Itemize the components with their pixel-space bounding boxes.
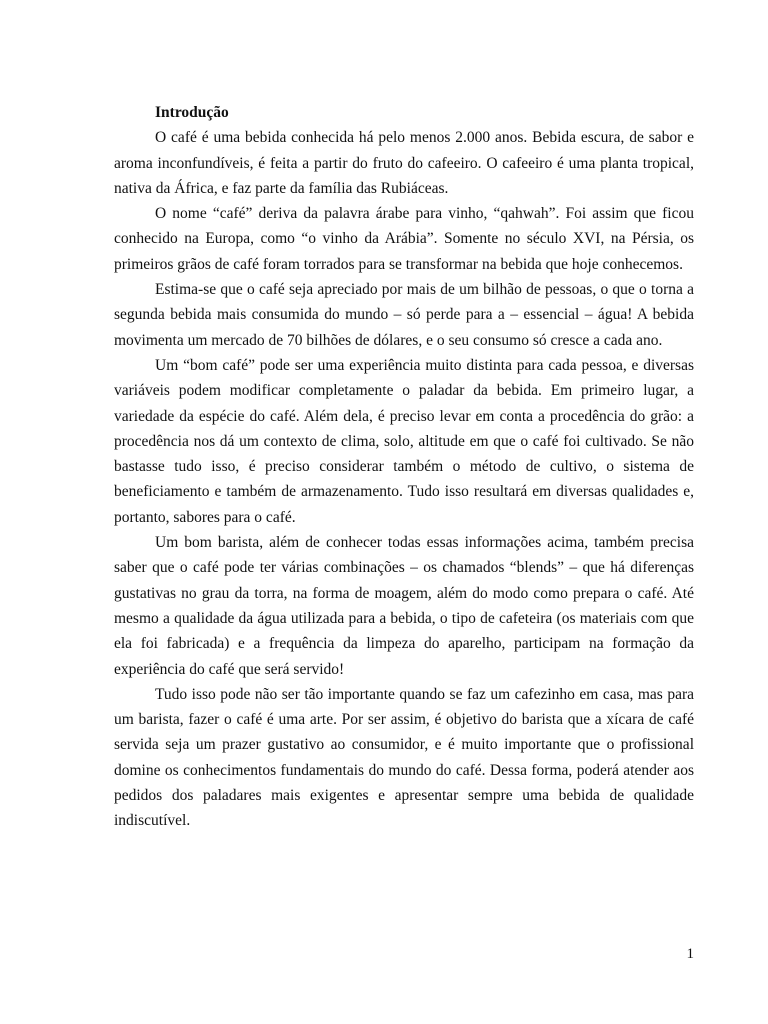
section-heading: Introdução <box>155 104 229 121</box>
paragraph-4: Um “bom café” pode ser uma experiência muito distinta para cada pessoa, e diversas variáveis podem modificar completamente o paladar da bebida. Em primeiro lugar, a variedade da espécie do café. Além dela, é preciso levar em conta a procedência do grão: a procedência nos dá um contexto de clima, solo, altitude em que o café foi cultivado. Se não bastasse tudo isso, é preciso considerar também o método de cultivo, o sistema de beneficiamento e também de armazenamento. Tudo isso resultará em diversas qualidades e, portanto, sabores para o café. <box>114 356 694 526</box>
paragraph-3: Estima-se que o café seja apreciado por mais de um bilhão de pessoas, o que o torna a segunda bebida mais consumida do mundo – só perde para a – essencial – água! A bebida movimenta um mercado de 70 bilhões de dólares, e o seu consumo só cresce a cada ano. <box>114 281 694 349</box>
paragraph-1: O café é uma bebida conhecida há pelo menos 2.000 anos. Bebida escura, de sabor e aroma inconfundíveis, é feita a partir do fruto do cafeeiro. O cafeeiro é uma planta tropical, nativa da África, e faz parte da família das Rubiáceas. <box>114 129 694 197</box>
document-body <box>114 100 694 834</box>
paragraph-6: Tudo isso pode não ser tão importante quando se faz um cafezinho em casa, mas para um barista, fazer o café é uma arte. Por ser assim, é objetivo do barista que a xícara de café servida seja um prazer gustativo ao consumidor, e é muito importante que o profissional domine os conhecimentos fundamentais do mundo do café. Dessa forma, poderá atender aos pedidos dos paladares mais exigentes e apresentar sempre uma bebida de qualidade indiscutível. <box>114 685 694 830</box>
paragraph-5: Um bom barista, além de conhecer todas essas informações acima, também precisa saber que o café pode ter várias combinações – os chamados “blends” – que há diferenças gustativas no grau da torra, na forma de moagem, além do modo como prepara o café. Até mesmo a qualidade da água utilizada para a bebida, o tipo de cafeteira (os materiais com que ela foi fabricada) e a frequência da limpeza do aparelho, participam na formação da experiência do café que será servido! <box>114 534 694 678</box>
paragraph-2: O nome “café” deriva da palavra árabe para vinho, “qahwah”. Foi assim que ficou conhecido na Europa, como “o vinho da Arábia”. Somente no século XVI, na Pérsia, os primeiros grãos de café foram torrados para se transformar na bebida que hoje conhecemos. <box>114 205 694 273</box>
page-number: 1 <box>686 946 694 962</box>
